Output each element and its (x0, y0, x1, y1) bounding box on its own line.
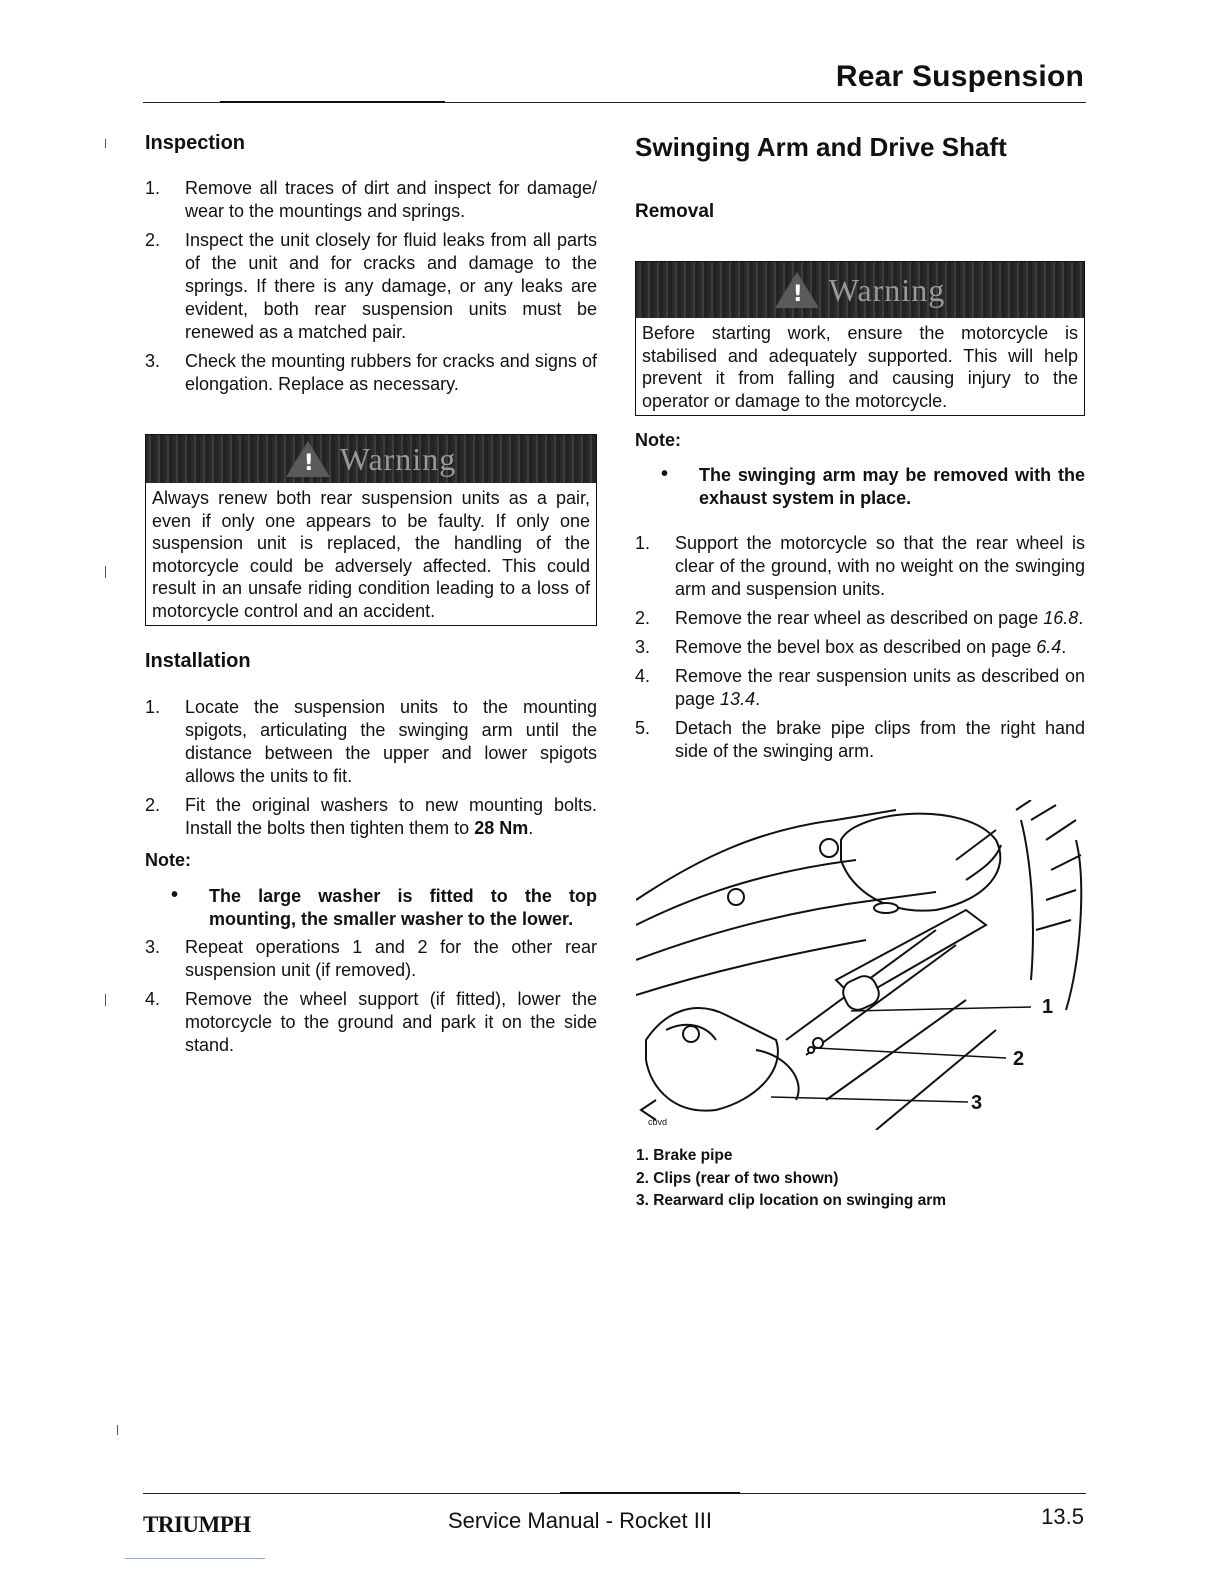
step-item (635, 607, 1085, 630)
step-item (635, 532, 1085, 601)
callout-2: 2 (1013, 1048, 1025, 1070)
inspection-heading: Inspection (145, 132, 246, 154)
note-text: The large washer is fitted to the top mounting, the smaller washer to the lower. (209, 886, 597, 929)
header-rule-accent (220, 101, 445, 103)
step-text: Remove all traces of dirt and inspect for damage/ wear to the mountings and springs. (185, 178, 597, 221)
step-number: 1. (635, 533, 651, 553)
swinging-arm-drawing (636, 800, 1086, 1130)
step-text: Repeat operations 1 and 2 for the other rear suspension unit (if removed). (185, 937, 597, 980)
step-number: 1. (145, 178, 161, 198)
installation-heading: Installation (145, 650, 251, 672)
step-text: Fit the original washers to new mounting bolts. Install the bolts then tighten them to (185, 795, 597, 838)
step-text: Remove the bevel box as described on page (675, 637, 1037, 657)
margin-mark (105, 994, 106, 1006)
step-item (145, 229, 597, 344)
step-number: 2. (145, 795, 161, 815)
warning-box-left (145, 434, 597, 626)
warning-triangle-icon: ! (286, 441, 330, 477)
step-number: 3. (145, 351, 161, 371)
note-text: The swinging arm may be removed with the exhaust system in place. (699, 465, 1085, 508)
step-text: Check the mounting rubbers for cracks and signs of elongation. Replace as necessary. (185, 351, 597, 394)
step-item (145, 177, 597, 223)
warning-label: Warning (828, 271, 946, 308)
step-text: Remove the rear wheel as described on page (675, 608, 1044, 628)
step-text-end: . (755, 689, 761, 709)
step-text: Detach the brake pipe clips from the right hand side of the swinging arm. (675, 718, 1085, 761)
page-reference-link[interactable]: 6.4 (1036, 637, 1062, 657)
step-text: Remove the rear suspension units as described on page (675, 666, 1085, 709)
torque-value: 28 Nm (474, 818, 529, 838)
warning-label: Warning (339, 440, 457, 477)
step-text: Inspect the unit closely for fluid leaks from all parts of the unit and for cracks and damage to the springs. If there is any damage, or any leaks are evident, both rear suspension units must be renewed as a matched pair. (185, 230, 597, 342)
callout-1: 1 (1042, 996, 1054, 1018)
margin-mark (105, 139, 106, 148)
page-number: 13.5 (1041, 1504, 1084, 1529)
step-number: 4. (145, 989, 161, 1009)
step-item (635, 665, 1085, 711)
step-number: 3. (145, 937, 161, 957)
removal-steps (635, 532, 1085, 763)
footer-rule-accent (560, 1492, 740, 1494)
page-header-title: Rear Suspension (835, 60, 1084, 93)
step-item (635, 717, 1085, 763)
removal-heading: Removal (635, 201, 715, 222)
step-number: 3. (635, 637, 651, 657)
step-text-end: . (1078, 608, 1084, 628)
left-column (145, 132, 597, 1063)
step-number: 2. (635, 608, 651, 628)
page-reference-link[interactable]: 13.4 (720, 689, 756, 709)
step-number: 2. (145, 230, 161, 250)
note-bullet (145, 885, 597, 931)
step-number: 5. (635, 718, 651, 738)
caption-item: 1. Brake pipe (636, 1147, 733, 1164)
swinging-arm-illustration (636, 800, 1086, 1130)
logo-underline (125, 1558, 265, 1559)
step-text: Remove the wheel support (if fitted), lower the motorcycle to the ground and park it on the side stand. (185, 989, 597, 1055)
inspection-steps (145, 177, 597, 396)
step-item (145, 988, 597, 1057)
triumph-logo: TRIUMPH (143, 1512, 251, 1537)
figure-code: cbvd (648, 1117, 668, 1127)
step-item (145, 936, 597, 982)
note-label: Note: (635, 430, 681, 450)
caption-item: 2. Clips (rear of two shown) (636, 1169, 839, 1187)
step-text-end: . (1061, 637, 1067, 657)
warning-triangle-icon: ! (775, 272, 819, 308)
footer-title: Service Manual - Rocket III (447, 1508, 713, 1533)
warning-box-right (635, 261, 1085, 416)
step-item (145, 350, 597, 396)
warning-banner (636, 262, 1084, 318)
margin-mark (117, 1425, 118, 1435)
step-item (145, 794, 597, 840)
figure-caption (636, 1145, 946, 1213)
step-number: 1. (145, 697, 161, 717)
page-reference-link[interactable]: 16.8 (1043, 608, 1079, 628)
warning-banner (146, 435, 596, 483)
step-text: Support the motorcycle so that the rear wheel is clear of the ground, with no weight on the swinging arm and suspension units. (675, 533, 1085, 599)
warning-text: Before starting work, ensure the motorcycle is stabilised and adequately supported. This will help prevent it from falling and causing injury to the operator or damage to the motorcycle. (642, 323, 1078, 411)
step-text-end: . (528, 818, 534, 838)
bullet-icon: • (661, 463, 669, 485)
section-heading: Swinging Arm and Drive Shaft (635, 132, 1007, 162)
step-number: 4. (635, 666, 651, 686)
step-text: Locate the suspension units to the mounting spigots, articulating the swinging arm until the distance between the upper and lower spigots allows the units to fit. (185, 697, 597, 786)
step-item (635, 636, 1085, 659)
step-item (145, 696, 597, 788)
warning-text: Always renew both rear suspension units as a pair, even if only one appears to be faulty. If only one suspension unit is replaced, the handling of the motorcycle could be adversely affected. This could result in an unsafe riding condition leading to a loss of motorcycle control and an accident. (152, 488, 590, 621)
caption-item: 3. Rearward clip location on swinging arm (636, 1192, 947, 1209)
right-column (635, 132, 1085, 769)
installation-steps (145, 696, 597, 840)
margin-mark (105, 566, 106, 578)
note-bullet (635, 464, 1085, 510)
note-label: Note: (145, 850, 191, 870)
bullet-icon: • (171, 884, 179, 906)
callout-3: 3 (971, 1092, 983, 1114)
installation-steps-continued (145, 936, 597, 1057)
